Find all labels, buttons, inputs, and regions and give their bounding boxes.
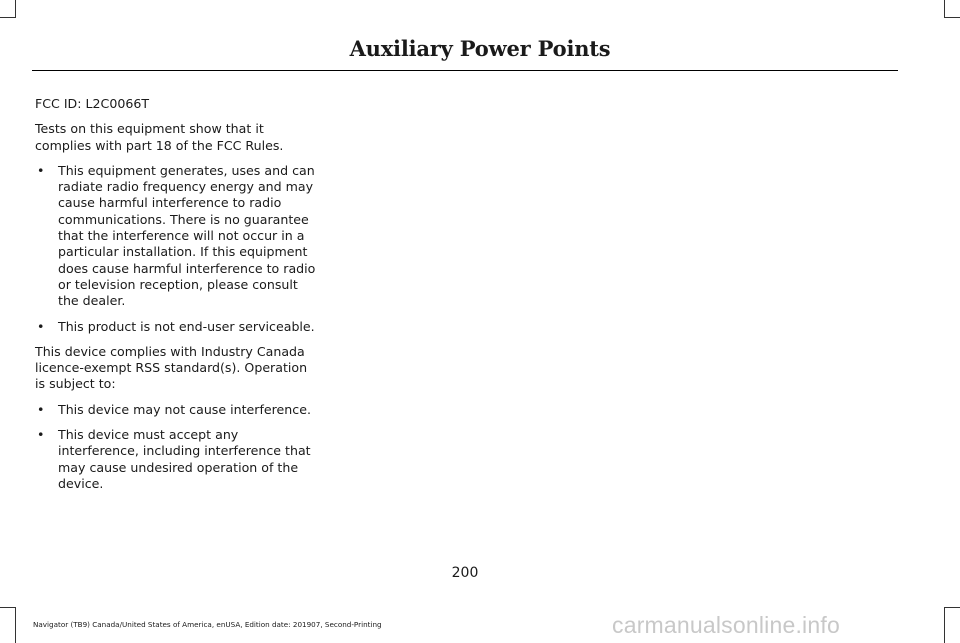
list-item (35, 402, 317, 418)
bullet-icon: • (37, 401, 45, 417)
header-rule (32, 70, 898, 71)
list-item-text: This product is not end-user serviceable. (58, 318, 315, 334)
list-item-text: This device may not cause interference. (58, 401, 311, 417)
page-title: Auxiliary Power Points (349, 36, 611, 61)
watermark-text: carmanualsonline.info (612, 612, 840, 638)
crop-mark-top-right-h (944, 17, 960, 18)
crop-mark-bottom-left-h (0, 607, 16, 608)
fcc-bullet-list (35, 163, 317, 335)
fcc-id: FCC ID: L2C0066T (35, 96, 150, 111)
bullet-icon: • (37, 427, 45, 443)
list-item-text: This device must accept any interference, including interference that may cause undesired operation of the device. (58, 427, 311, 491)
list-item (35, 427, 317, 492)
list-item (35, 319, 317, 335)
crop-mark-top-left-v (15, 0, 16, 18)
bullet-icon: • (37, 162, 45, 178)
ic-bullet-list (35, 402, 317, 492)
list-item-text: This equipment generates, uses and can radiate radio frequency energy and may cause harmful interference to radio communications. There is no guarantee that the interference will not occur in a particular installation. If this equipment does cause harmful interference to radio or television reception, please consult the dealer. (58, 162, 316, 309)
list-item (35, 163, 317, 310)
crop-mark-top-right-v (944, 0, 945, 18)
crop-mark-bottom-right-h (944, 607, 960, 608)
ic-intro: This device complies with Industry Canada licence-exempt RSS standard(s). Operation is subject to: (35, 343, 308, 392)
crop-mark-bottom-right-v (944, 607, 945, 643)
footer-text: Navigator (TB9) Canada/United States of America, enUSA, Edition date: 201907, Second-Printing (33, 620, 382, 629)
content-column (35, 96, 317, 501)
crop-mark-bottom-left-v (15, 607, 16, 643)
crop-mark-top-left-h (0, 17, 16, 18)
fcc-intro: Tests on this equipment show that it complies with part 18 of the FCC Rules. (35, 121, 284, 153)
bullet-icon: • (37, 318, 45, 334)
page-number: 200 (451, 565, 479, 581)
